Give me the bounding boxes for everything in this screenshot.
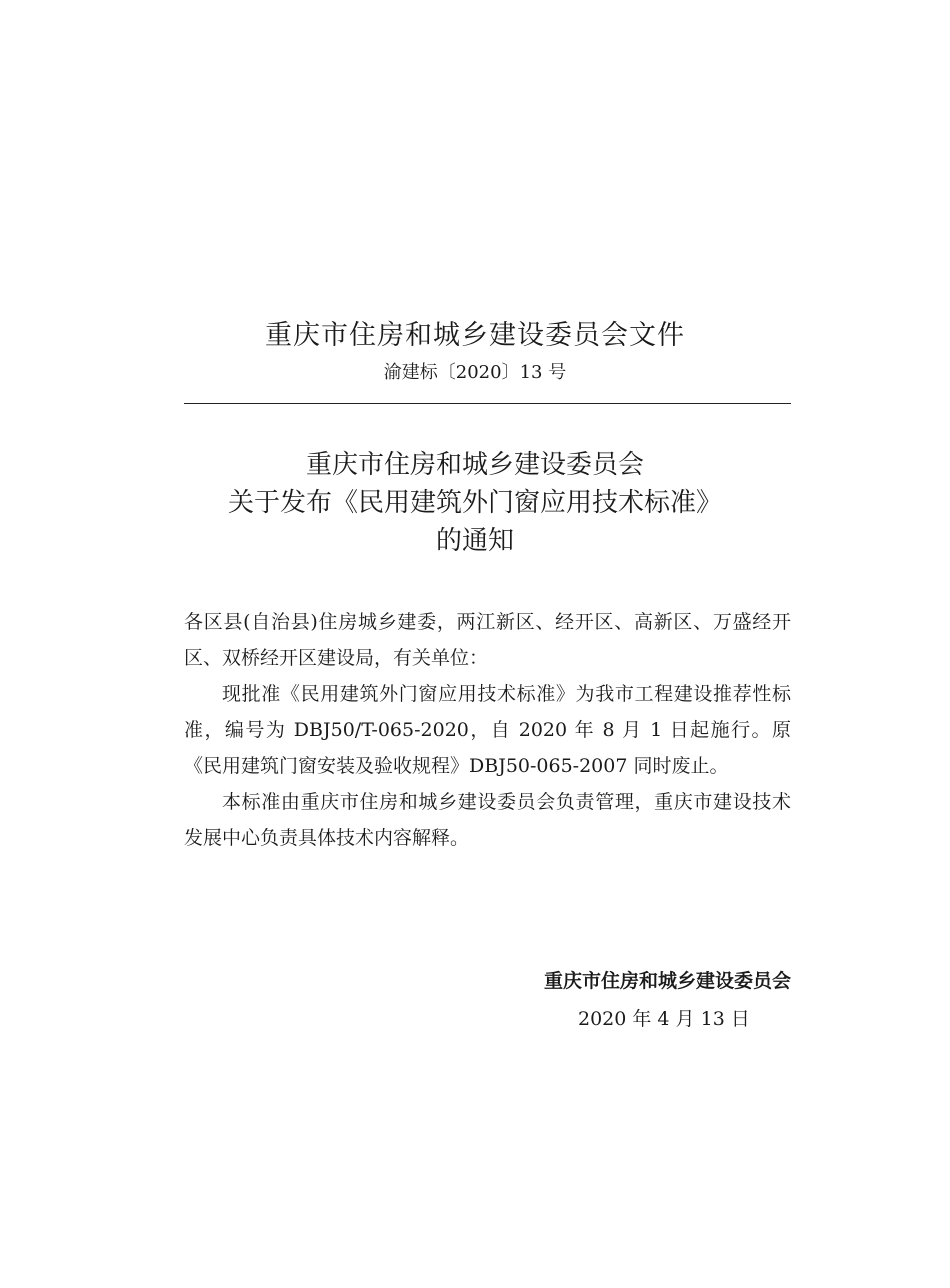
addressee-paragraph: 各区县(自治县)住房城乡建委，两江新区、经开区、高新区、万盛经开区、双桥经开区建设局，有关单位： [184,611,791,669]
signing-date: 2020 年 4 月 13 日 [578,1008,750,1030]
notice-title [0,446,950,560]
approval-paragraph: 现批准《民用建筑外门窗应用技术标准》为我市工程建设推荐性标准，编号为 DBJ50/T-065-2020，自 2020 年 8 月 1 日起施行。原《民用建筑门窗安装及验收规程》DBJ50-065-2007 同时废止。 [184,683,791,777]
notice-title-line-2: 关于发布《民用建筑外门窗应用技术标准》 [227,488,722,518]
document-number: 渝建标〔2020〕13 号 [383,362,567,383]
notice-title-line-3: 的通知 [435,526,514,556]
notice-title-line-1: 重庆市住房和城乡建设委员会 [305,450,644,480]
issuer-heading: 重庆市住房和城乡建设委员会文件 [265,320,685,351]
notice-body [184,604,791,856]
management-paragraph: 本标准由重庆市住房和城乡建设委员会负责管理，重庆市建设技术发展中心负责具体技术内容解释。 [184,791,791,849]
signing-organization: 重庆市住房和城乡建设委员会 [543,970,791,992]
header-divider [184,403,791,404]
